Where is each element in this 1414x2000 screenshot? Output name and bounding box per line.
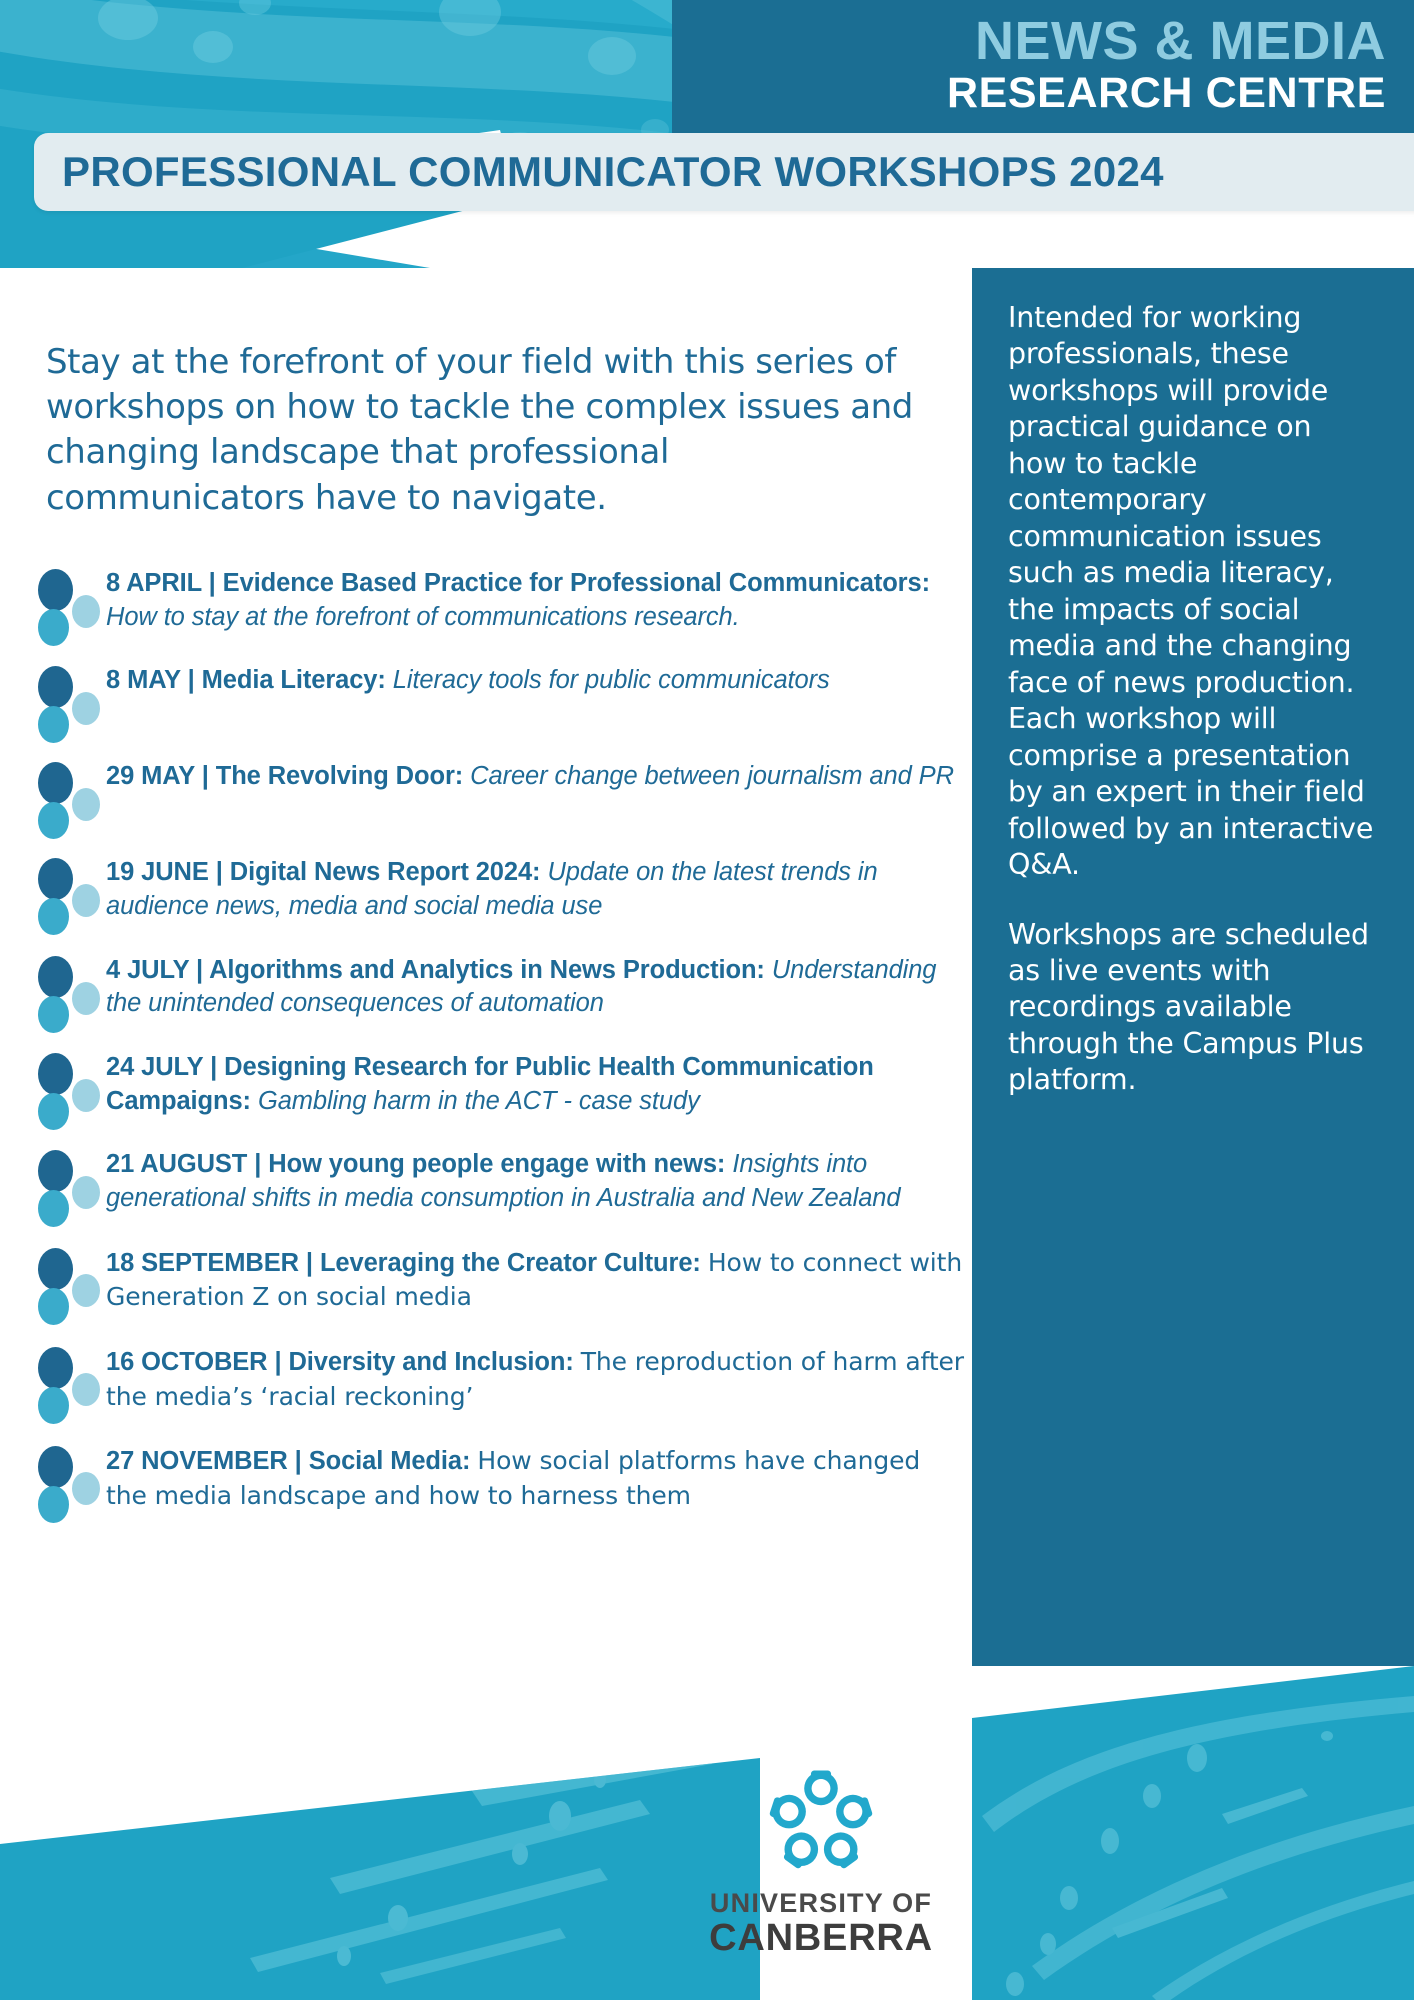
workshop-description: Insights into generational shifts in media consumption in Australia and New Zealand (106, 1150, 901, 1212)
workshop-description: Literacy tools for public communicators (392, 666, 830, 695)
bullet-dot-teal (38, 1486, 69, 1523)
workshop-description: How to stay at the forefront of communications research. (106, 602, 740, 631)
bullet-dot-pale (72, 1373, 100, 1406)
bottom-right-teal-wedge (972, 1666, 1414, 2000)
workshop-description: How to connect with Generation Z on social media (106, 1247, 963, 1312)
workshop-description: How social platforms have changed the media landscape and how to harness them (106, 1446, 921, 1510)
workshop-text (106, 854, 966, 923)
workshop-title: 19 JUNE | Digital News Report 2024: (106, 858, 541, 887)
workshop-description: Gambling harm in the ACT - case study (257, 1086, 700, 1115)
bullet-dot-large (38, 858, 73, 900)
bullet-dot-pale (72, 1079, 100, 1112)
intro-paragraph: Stay at the forefront of your field with this series of workshops on how to tackle the complex issues and changing landscape that professional communicators have to navigate. (46, 342, 913, 518)
workshop-title: 27 NOVEMBER | Social Media: (106, 1447, 471, 1476)
workshop-title: 16 OCTOBER | Diversity and Inclusion: (106, 1347, 574, 1376)
bullet-dot-pale (72, 884, 100, 917)
three-dots-bullet-icon (34, 1248, 106, 1312)
bullet-dot-large (38, 1446, 73, 1488)
three-dots-bullet-icon (34, 858, 106, 922)
sidebar-info-panel (972, 268, 1414, 1666)
header-banner (0, 0, 1414, 268)
bullet-dot-large (38, 1150, 73, 1192)
bottom-left-teal-wedge (0, 1758, 760, 2000)
workshop-title: 24 JULY | Designing Research for Public Health Communication Campaigns: (106, 1052, 874, 1115)
page-title-bar (34, 133, 1414, 211)
centre-name-line-1: NEWS & MEDIA (975, 11, 1386, 72)
workshop-title: 18 SEPTEMBER | Leveraging the Creator Culture: (106, 1248, 701, 1277)
three-dots-bullet-icon (34, 569, 106, 633)
workshop-description: Update on the latest trends in audience news, media and social media use (106, 858, 878, 920)
workshop-item (34, 854, 966, 923)
workshop-item (34, 1049, 966, 1118)
three-dots-bullet-icon (34, 666, 106, 730)
bullet-dot-pale (72, 692, 100, 725)
workshop-text (106, 1146, 966, 1215)
sidebar-paragraph-2: Workshops are scheduled as live events with recordings available through the Campus Plus platform. (1008, 917, 1369, 1097)
workshop-description: Understanding the unintended consequences of automation (106, 955, 937, 1018)
bullet-dot-teal (38, 996, 69, 1033)
workshop-item (34, 1343, 966, 1414)
workshop-description: Career change between journalism and PR (470, 762, 954, 791)
sidebar-paragraph-1: Intended for working professionals, these workshops will provide practical guidance on how to tackle contemporary communication issues such as media literacy, the impacts of social media and the changing face of news production. Each workshop will comprise a presentation by an expert in their field followed by an interactive Q&A. (1008, 301, 1374, 882)
three-dots-bullet-icon (34, 762, 106, 826)
bullet-dot-large (38, 666, 73, 708)
bullet-dot-teal (38, 802, 69, 839)
bullet-dot-pale (72, 1176, 100, 1209)
bullet-dot-large (38, 956, 73, 998)
workshop-description: The reproduction of harm after the media’s ‘racial reckoning’ (106, 1346, 964, 1411)
logo-line-1: UNIVERSITY OF (709, 1888, 933, 1918)
three-dots-bullet-icon (34, 956, 106, 1020)
bullet-dot-pale (72, 788, 100, 821)
three-dots-bullet-icon (34, 1150, 106, 1214)
bullet-dot-large (38, 1053, 73, 1095)
workshop-text (106, 952, 966, 1021)
bullet-dot-teal (38, 1387, 69, 1424)
workshop-text (106, 758, 966, 794)
workshop-item (34, 1244, 966, 1315)
bullet-dot-large (38, 1347, 73, 1389)
workshop-text (106, 1049, 966, 1118)
bullet-dot-teal (38, 1288, 69, 1325)
workshop-list (34, 565, 966, 1542)
bullet-dot-teal (38, 1190, 69, 1227)
bullet-dot-large (38, 569, 73, 611)
page-title: PROFESSIONAL COMMUNICATOR WORKSHOPS 2024 (62, 148, 1164, 195)
workshop-text (106, 1244, 966, 1315)
centre-name-line-2: RESEARCH CENTRE (946, 69, 1386, 118)
workshop-item (34, 565, 966, 634)
workshop-title: 4 JULY | Algorithms and Analytics in News Production: (106, 955, 765, 984)
three-dots-bullet-icon (34, 1053, 106, 1117)
workshop-text (106, 662, 966, 698)
workshop-text (106, 1343, 966, 1414)
workshop-text (106, 1442, 966, 1513)
bullet-dot-large (38, 1248, 73, 1290)
bullet-dot-pale (72, 982, 100, 1015)
university-of-canberra-logo (686, 1768, 956, 1980)
bullet-dot-large (38, 762, 73, 804)
workshop-title: 21 AUGUST | How young people engage with news: (106, 1150, 726, 1179)
logo-line-2: CANBERRA (709, 1917, 933, 1959)
workshop-text (106, 565, 966, 634)
workshop-title: 8 MAY | Media Literacy: (106, 666, 386, 695)
workshop-item (34, 758, 966, 826)
bullet-dot-teal (38, 1093, 69, 1130)
bullet-dot-teal (38, 898, 69, 935)
bullet-dot-pale (72, 1472, 100, 1505)
workshop-item (34, 1442, 966, 1513)
workshop-title: 29 MAY | The Revolving Door: (106, 762, 464, 791)
workshop-title: 8 APRIL | Evidence Based Practice for Professional Communicators: (106, 569, 930, 597)
bullet-dot-teal (38, 706, 69, 743)
workshop-item (34, 662, 966, 730)
workshop-item (34, 952, 966, 1021)
workshop-item (34, 1146, 966, 1215)
bullet-dot-pale (72, 1274, 100, 1307)
uc-gear-star-icon (765, 1768, 877, 1876)
three-dots-bullet-icon (34, 1347, 106, 1411)
bullet-dot-teal (38, 609, 69, 646)
news-media-research-centre-logo (672, 0, 1414, 135)
three-dots-bullet-icon (34, 1446, 106, 1510)
bullet-dot-pale (72, 595, 100, 628)
